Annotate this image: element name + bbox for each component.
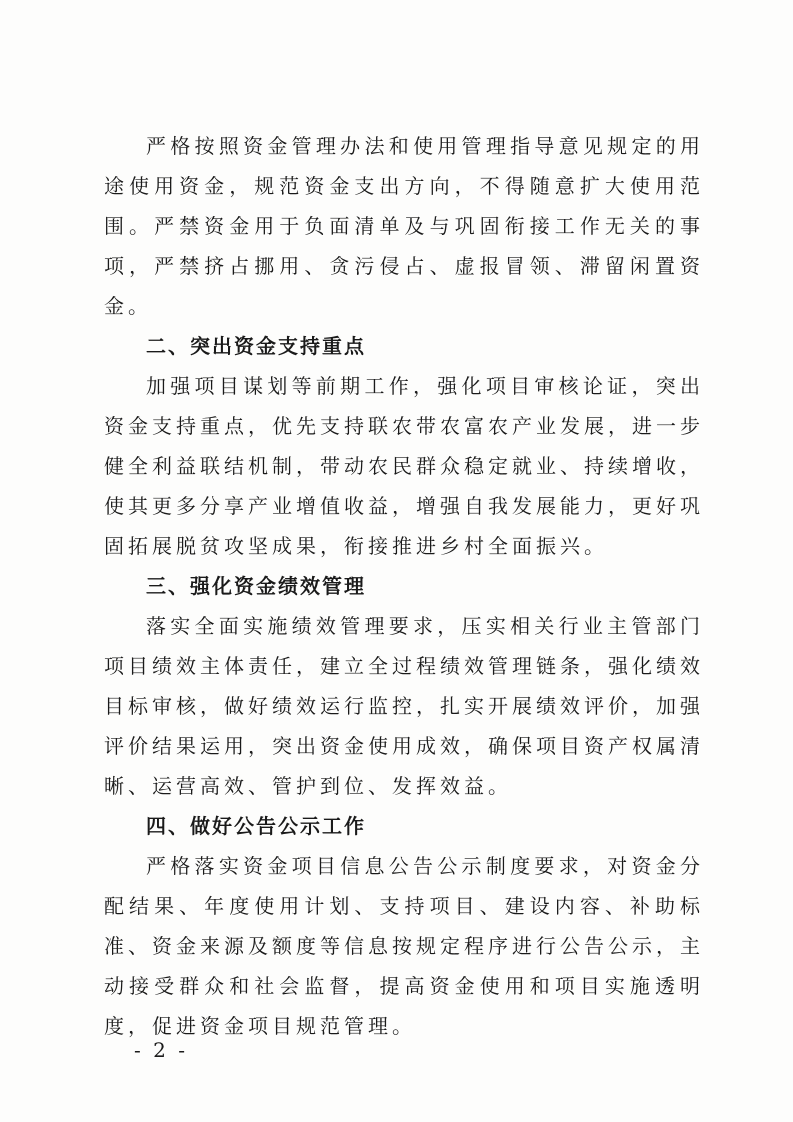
section-heading-4: 四、做好公告公示工作 (146, 814, 366, 838)
document-body (104, 126, 704, 1046)
paragraph-public-notice: 严格落实资金项目信息公告公示制度要求，对资金分配结果、年度使用计划、支持项目、建设内容、补助标准、资金来源及额度等信息按规定程序进行公告公示，主动接受群众和社会监督，提高资金使用和项目实施透明度，促进资金项目规范管理。 (104, 854, 704, 1038)
section-heading-2: 二、突出资金支持重点 (146, 334, 366, 358)
paragraph-fund-usage: 严格按照资金管理办法和使用管理指导意见规定的用途使用资金，规范资金支出方向，不得随意扩大使用范围。严禁资金用于负面清单及与巩固衔接工作无关的事项，严禁挤占挪用、贪污侵占、虚报冒领、滞留闲置资金。 (104, 134, 704, 318)
paragraph-support-focus: 加强项目谋划等前期工作，强化项目审核论证，突出资金支持重点，优先支持联农带农富农产业发展，进一步健全利益联结机制，带动农民群众稳定就业、持续增收，使其更多分享产业增值收益，增强自我发展能力，更好巩固拓展脱贫攻坚成果，衔接推进乡村全面振兴。 (104, 374, 704, 558)
section-heading-3: 三、强化资金绩效管理 (146, 574, 366, 598)
paragraph-performance-management: 落实全面实施绩效管理要求，压实相关行业主管部门项目绩效主体责任，建立全过程绩效管理链条，强化绩效目标审核，做好绩效运行监控，扎实开展绩效评价，加强评价结果运用，突出资金使用成效，确保项目资产权属清晰、运营高效、管护到位、发挥效益。 (104, 614, 704, 798)
page-number: - 2 - (134, 1038, 188, 1062)
